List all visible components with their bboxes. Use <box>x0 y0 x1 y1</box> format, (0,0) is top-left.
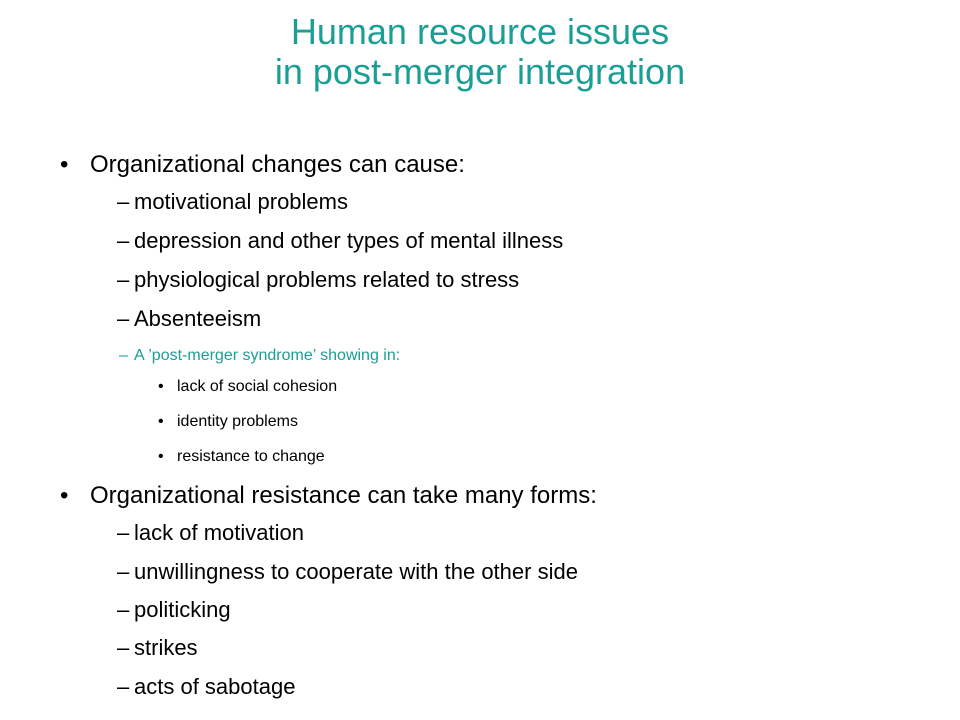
sub-item-text: Absenteeism <box>134 306 262 331</box>
slide-title <box>0 12 960 92</box>
dash-icon: – <box>117 674 130 699</box>
sub-sub-item-text: lack of social cohesion <box>177 378 338 395</box>
sub-item-text: politicking <box>134 597 231 622</box>
bullet-icon: • <box>60 151 69 178</box>
sub-item-text: unwillingness to cooperate with the other side <box>134 559 578 584</box>
dash-icon: – <box>117 559 130 584</box>
sub-sub-item-text: identity problems <box>177 413 298 430</box>
sub-item-text: acts of sabotage <box>134 674 296 699</box>
sub-item-text: depression and other types of mental illness <box>134 228 564 253</box>
sub-item-text: strikes <box>134 635 198 660</box>
sub-item-text: lack of motivation <box>134 520 304 545</box>
bullet-icon: • <box>60 482 69 509</box>
title-line-2: in post-merger integration <box>274 51 686 92</box>
dash-icon: – <box>117 189 130 214</box>
title-line-1: Human resource issues <box>290 11 670 52</box>
sub-sub-item-text: resistance to change <box>177 448 325 465</box>
dash-icon: – <box>117 597 130 622</box>
sub-item-text: motivational problems <box>134 189 348 214</box>
sub-item-text: physiological problems related to stress <box>134 267 520 292</box>
dash-icon: – <box>117 228 130 253</box>
dash-icon: – <box>117 520 130 545</box>
bullet-text: Organizational changes can cause: <box>90 151 465 178</box>
sub-item-text: A ’post-merger syndrome’ showing in: <box>134 347 401 364</box>
bullet-text: Organizational resistance can take many forms: <box>90 482 597 509</box>
dash-icon: – <box>117 635 130 660</box>
bullet-icon: • <box>158 448 164 465</box>
dash-icon: – <box>117 267 130 292</box>
dash-icon: – <box>119 347 128 364</box>
dash-icon: – <box>117 306 130 331</box>
bullet-icon: • <box>158 413 164 430</box>
bullet-icon: • <box>158 378 164 395</box>
